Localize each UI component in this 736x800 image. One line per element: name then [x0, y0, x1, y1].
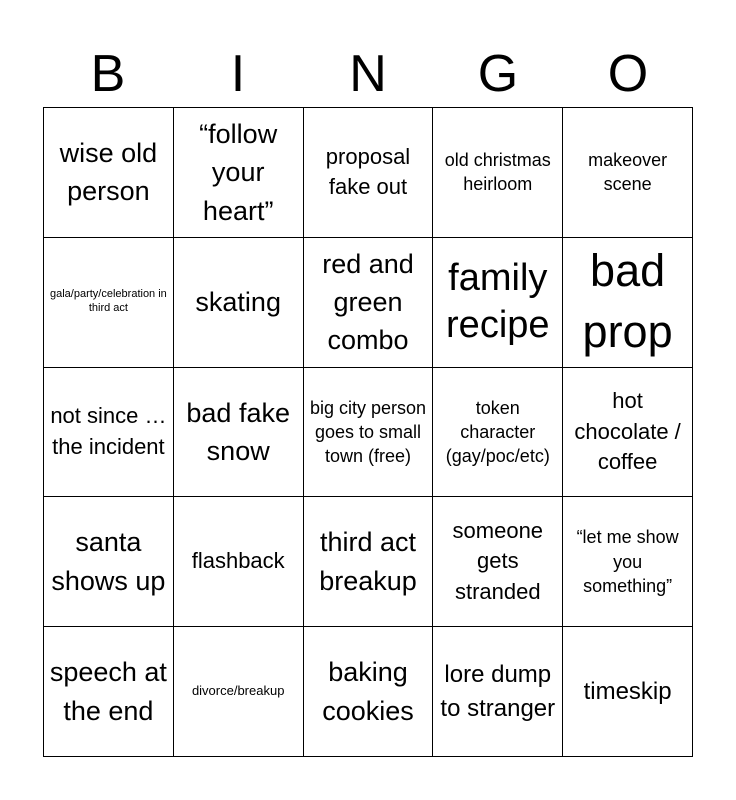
bingo-cell[interactable]: [44, 497, 174, 627]
header-letter-o: O: [607, 45, 649, 103]
cell-text: “follow your heart”: [199, 118, 278, 226]
cell-text: makeover scene: [588, 150, 668, 195]
bingo-cell[interactable]: [44, 627, 174, 757]
bingo-cell[interactable]: [174, 497, 304, 627]
cell-text: bad fake snow: [186, 397, 290, 466]
header-letter-b: B: [90, 45, 126, 103]
cell-text: third act breakup: [319, 527, 417, 596]
bingo-cell[interactable]: [433, 238, 563, 368]
bingo-cell[interactable]: [174, 238, 304, 368]
bingo-cell[interactable]: [304, 627, 434, 757]
cell-text: timeskip: [583, 677, 672, 705]
cell-text: old christmas heirloom: [444, 150, 551, 195]
bingo-cell[interactable]: [44, 238, 174, 368]
bingo-header: [43, 40, 693, 108]
header-letter-g: G: [477, 45, 519, 103]
bingo-cell[interactable]: [563, 497, 693, 627]
cell-text: divorce/breakup: [191, 683, 285, 699]
cell-text: santa shows up: [51, 527, 166, 596]
cell-text: proposal fake out: [325, 143, 411, 200]
bingo-cell[interactable]: [563, 368, 693, 498]
bingo-cell[interactable]: [44, 108, 174, 238]
bingo-cell[interactable]: [174, 108, 304, 238]
bingo-cell[interactable]: [563, 108, 693, 238]
cell-text: “let me show you something”: [576, 527, 679, 596]
cell-text: token character (gay/poc/etc): [445, 397, 550, 467]
bingo-cell[interactable]: [433, 497, 563, 627]
cell-text: gala/party/celebration in third act: [50, 288, 167, 315]
bingo-cell[interactable]: [174, 368, 304, 498]
bingo-cell[interactable]: [433, 368, 563, 498]
cell-text: flashback: [191, 548, 285, 574]
cell-text: speech at the end: [49, 657, 167, 726]
cell-text: someone gets stranded: [452, 517, 544, 605]
header-letter-n: N: [349, 45, 387, 103]
bingo-cell[interactable]: [174, 627, 304, 757]
cell-text: bad prop: [582, 245, 673, 358]
cell-text: hot chocolate / coffee: [574, 387, 681, 475]
cell-text: lore dump to stranger: [440, 661, 556, 722]
bingo-cell[interactable]: [44, 368, 174, 498]
header-letter-i: I: [230, 45, 246, 103]
bingo-cell[interactable]: [304, 497, 434, 627]
cell-text: red and green combo: [322, 248, 414, 356]
bingo-board: [43, 107, 693, 757]
bingo-cell[interactable]: [304, 108, 434, 238]
cell-text: wise old person: [59, 138, 158, 207]
bingo-cell[interactable]: [563, 627, 693, 757]
cell-text: family recipe: [446, 256, 550, 347]
cell-text: not since … the incident: [50, 403, 167, 459]
bingo-cell[interactable]: [433, 627, 563, 757]
cell-text: big city person goes to small town (free): [309, 397, 427, 467]
bingo-cell[interactable]: [304, 368, 434, 498]
bingo-cell[interactable]: [433, 108, 563, 238]
cell-text: baking cookies: [322, 657, 414, 726]
bingo-cell[interactable]: [304, 238, 434, 368]
cell-text: skating: [195, 287, 281, 318]
bingo-cell[interactable]: [563, 238, 693, 368]
